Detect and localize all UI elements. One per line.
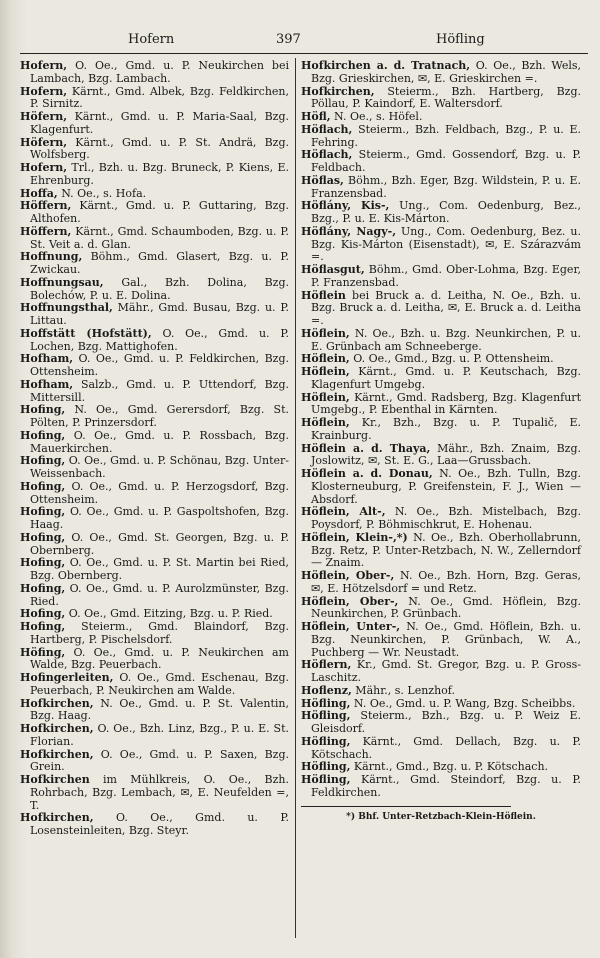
entry-text: O. Oe., Gmd. u. P. Rossbach, Bzg. Mauerkirchen. bbox=[30, 428, 289, 455]
gazetteer-entry bbox=[20, 532, 289, 558]
entry-headword: Hofkirchen, bbox=[20, 722, 94, 735]
column-divider bbox=[295, 58, 296, 938]
entry-text: O. Oe., Gmd. u. P. Neukirchen bei Lambach, Bzg. Lambach. bbox=[30, 59, 289, 85]
entry-text: Kr., Bzh., Bzg. u. P. Tupalič, E. Krainburg. bbox=[311, 416, 581, 442]
right-column bbox=[301, 60, 581, 823]
entry-text: Steierm., Bzh. Hartberg, Bzg. Pöllau, P. Kaindorf, E. Waltersdorf. bbox=[311, 84, 581, 111]
entry-headword: Höflasgut, bbox=[301, 263, 365, 276]
entry-text: N. Oe., Bzh. Tulln, Bzg. Klosterneuburg, P. Greifenstein, F. J., Wien — Absdorf. bbox=[311, 467, 581, 506]
entry-headword: Höfling, bbox=[301, 773, 351, 786]
gazetteer-entry bbox=[20, 404, 289, 430]
entry-headword: Hofing, bbox=[20, 505, 66, 519]
entry-headword: Hofham, bbox=[20, 377, 74, 391]
gazetteer-entry bbox=[20, 455, 289, 481]
entry-headword: Höflein, bbox=[301, 416, 350, 429]
entry-headword: Hofing, bbox=[20, 454, 66, 468]
entry-text: Steierm., Gmd. Gossendorf, Bzg. u. P. Feldbach. bbox=[311, 148, 581, 174]
entry-headword: Höfern, bbox=[20, 135, 68, 149]
gazetteer-entry bbox=[20, 111, 289, 137]
entry-text: Kr., Gmd. St. Gregor, Bzg. u. P. Gross-Laschitz. bbox=[311, 658, 581, 684]
entry-text: N. Oe., Bzh. Horn, Bzg. Geras, ✉, E. Hötzelsdorf = und Retz. bbox=[311, 569, 581, 595]
entry-text: N. Oe., Gmd. u. P. Wang, Bzg. Scheibbs. bbox=[350, 696, 576, 710]
entry-text: Gal., Bzh. Dolina, Bzg. Bolechów, P. u. E. Dolina. bbox=[30, 275, 289, 302]
entry-headword: Hofern, bbox=[20, 59, 68, 72]
gazetteer-entry bbox=[301, 392, 581, 418]
running-header bbox=[20, 30, 580, 50]
entry-text: Kärnt., Gmd. Radsberg, Bzg. Klagenfurt Umgebg., P. Ebenthal in Kärnten. bbox=[311, 390, 581, 417]
entry-text: Böhm., Gmd. Ober-Lohma, Bzg. Eger, P. Franzensbad. bbox=[311, 263, 581, 289]
entry-headword: Hofern, bbox=[20, 84, 68, 98]
entry-text: Mähr., s. Lenzhof. bbox=[351, 683, 455, 697]
entry-text: bei Bruck a. d. Leitha, N. Oe., Bzh. u. Bzg. Bruck a. d. Leitha, ✉, E. Bruck a. d. Leitha =. bbox=[311, 288, 581, 327]
entry-text: O. Oe., Gmd. u. P. St. Martin bei Ried, Bzg. Obernberg. bbox=[30, 556, 289, 582]
entry-headword: Hofern, bbox=[20, 161, 68, 174]
entry-headword: Hofkirchen, bbox=[20, 811, 94, 825]
entry-text: Kärnt., Gmd. Schaumboden, Bzg. u. P. St. Veit a. d. Glan. bbox=[30, 224, 289, 251]
entry-text: Kärnt., Gmd. u. P. Keutschach, Bzg. Klagenfurt Umgebg. bbox=[311, 365, 581, 391]
entry-headword: Hofham, bbox=[20, 352, 74, 366]
header-left-keyword: Hofern bbox=[128, 32, 175, 47]
gazetteer-entry bbox=[301, 60, 581, 86]
entry-headword: Hofkirchen, bbox=[301, 84, 375, 98]
entry-headword: Höflein, bbox=[301, 326, 350, 340]
gazetteer-entry bbox=[20, 647, 289, 673]
page-number: 397 bbox=[276, 32, 301, 47]
gazetteer-entry bbox=[301, 86, 581, 112]
entry-headword: Höflány, Kis-, bbox=[301, 199, 390, 213]
entry-headword: Höflány, Nagy-, bbox=[301, 224, 397, 238]
entry-text: O. Oe., Gmd. u. P. Feldkirchen, Bzg. Ottensheim. bbox=[30, 352, 289, 378]
header-right-keyword: Höfling bbox=[436, 32, 485, 47]
entry-headword: Hoffnung, bbox=[20, 250, 83, 264]
entry-headword: Hofing, bbox=[20, 607, 66, 621]
entry-text: Kärnt., Gmd. Albek, Bzg. Feldkirchen, P. Sirnitz. bbox=[30, 84, 289, 111]
entry-text: O. Oe., Gmd. u. P. Losensteinleiten, Bzg. Steyr. bbox=[30, 811, 289, 837]
entry-text: N. Oe., Gmd. u. P. St. Valentin, Bzg. Haag. bbox=[30, 696, 289, 723]
entry-text: O. Oe., Gmd. u. P. Herzogsdorf, Bzg. Ottensheim. bbox=[30, 479, 289, 506]
entry-text: Kärnt., Gmd. Dellach, Bzg. u. P. Kötschach. bbox=[311, 734, 581, 761]
entry-headword: Höflein, bbox=[301, 390, 350, 404]
gazetteer-entry bbox=[20, 481, 289, 507]
gazetteer-entry bbox=[301, 328, 581, 354]
entry-headword: Höflein bbox=[301, 288, 346, 302]
entry-text: Kärnt., Gmd. u. P. Maria-Saal, Bzg. Klagenfurt. bbox=[30, 110, 289, 136]
entry-text: O. Oe., Bzh. Wels, Bzg. Grieskirchen, ✉, E. Grieskirchen =. bbox=[311, 59, 581, 85]
gazetteer-entry bbox=[20, 200, 289, 226]
left-column bbox=[20, 60, 289, 838]
entry-text: Kärnt., Gmd., Bzg. u. P. Kötschach. bbox=[350, 760, 549, 774]
entry-text: Kärnt., Gmd. u. P. St. Andrä, Bzg. Wolfsberg. bbox=[30, 135, 289, 162]
gazetteer-entry bbox=[20, 430, 289, 456]
entry-headword: Höfern, bbox=[20, 110, 68, 123]
gazetteer-entry bbox=[20, 137, 289, 163]
entry-headword: Höfl, bbox=[301, 110, 331, 123]
entry-text: O. Oe., Gmd. St. Georgen, Bzg. u. P. Obernberg. bbox=[30, 530, 289, 557]
gazetteer-entry bbox=[20, 353, 289, 379]
entry-text: O. Oe., Bzh. Linz, Bzg., P. u. E. St. Florian. bbox=[30, 722, 289, 748]
gazetteer-entry bbox=[20, 379, 289, 405]
entry-headword: Höffern, bbox=[20, 224, 72, 238]
entry-text: O. Oe., Gmd. u. P. Schönau, Bzg. Unter-Weissenbach. bbox=[30, 454, 289, 480]
gazetteer-entry bbox=[20, 774, 289, 812]
entry-text: N. Oe., s. Hofa. bbox=[57, 186, 147, 200]
entry-text: N. Oe., Gmd. Gerersdorf, Bzg. St. Pölten, P. Prinzersdorf. bbox=[30, 403, 289, 429]
entry-headword: Hofingerleiten, bbox=[20, 671, 114, 684]
gazetteer-entry bbox=[301, 417, 581, 443]
gazetteer-entry bbox=[20, 60, 289, 86]
entry-headword: Höflein, Alt-, bbox=[301, 505, 386, 519]
entry-text: O. Oe., Gmd. u. P. Gaspoltshofen, Bzg. Haag. bbox=[30, 505, 289, 531]
gazetteer-entry bbox=[20, 557, 289, 583]
gazetteer-entry bbox=[20, 698, 289, 724]
gazetteer-entry bbox=[20, 621, 289, 647]
gazetteer-entry bbox=[20, 506, 289, 532]
entry-headword: Höflern, bbox=[301, 658, 352, 672]
entry-headword: Hofkirchen a. d. Tratnach, bbox=[301, 59, 471, 72]
footnote-rule bbox=[301, 806, 511, 807]
entry-headword: Hoffnungsau, bbox=[20, 275, 104, 289]
entry-headword: Hofing, bbox=[20, 428, 66, 442]
gazetteer-entry bbox=[20, 226, 289, 252]
entry-headword: Höfling, bbox=[301, 734, 351, 748]
entry-headword: Höflein a. d. Thaya, bbox=[301, 441, 431, 455]
entry-headword: Hoffstätt (Hofstätt), bbox=[20, 326, 152, 340]
entry-text: Steierm., Bzh., Bzg. u. P. Weiz E. Gleisdorf. bbox=[311, 709, 581, 735]
entry-text: Böhm., Bzh. Eger, Bzg. Wildstein, P. u. E. Franzensbad. bbox=[311, 173, 581, 200]
entry-headword: Hofing, bbox=[20, 581, 66, 595]
entry-headword: Höflein, bbox=[301, 352, 350, 366]
gazetteer-entry bbox=[20, 277, 289, 303]
gazetteer-entry bbox=[301, 175, 581, 201]
gazetteer-entry bbox=[301, 366, 581, 392]
entry-headword: Höfling, bbox=[301, 709, 351, 723]
entry-text: im Mühlkreis, O. Oe., Bzh. Rohrbach, Bzg. Lembach, ✉, E. Neufelden =, T. bbox=[30, 773, 289, 812]
entry-text: Kärnt., Gmd. u. P. Guttaring, Bzg. Althofen. bbox=[30, 199, 289, 225]
entry-text: N. Oe., s. Höfel. bbox=[330, 110, 423, 123]
gazetteer-entry bbox=[301, 468, 581, 506]
entry-text: N. Oe., Gmd. Höflein, Bzh. u. Bzg. Neunkirchen, P. Grünbach, W. A., Puchberg — Wr. Neustadt. bbox=[311, 620, 581, 659]
entry-headword: Hofing, bbox=[20, 479, 66, 493]
gazetteer-entry bbox=[20, 302, 289, 328]
gazetteer-entry bbox=[301, 200, 581, 226]
entry-headword: Höfling, bbox=[301, 696, 351, 710]
gazetteer-entry bbox=[301, 124, 581, 150]
entry-text: O. Oe., Gmd., Bzg. u. P. Ottensheim. bbox=[349, 352, 554, 366]
entry-text: O. Oe., Gmd. Eitzing, Bzg. u. P. Ried. bbox=[65, 607, 273, 621]
entry-text: N. Oe., Bzh. Oberhollabrunn, Bzg. Retz, P. Unter-Retzbach, N. W., Zellerndorf — Znaim. bbox=[311, 530, 581, 570]
entry-headword: Höflein, Ober-, bbox=[301, 569, 395, 582]
entry-headword: Hofing, bbox=[20, 620, 66, 633]
entry-headword: Hofkirchen, bbox=[20, 747, 94, 761]
gazetteer-entry bbox=[301, 290, 581, 328]
gazetteer-entry bbox=[301, 736, 581, 762]
entry-headword: Höflein a. d. Donau, bbox=[301, 467, 433, 480]
entry-headword: Hofkirchen bbox=[20, 773, 90, 786]
entry-headword: Höfling, bbox=[301, 760, 351, 774]
entry-text: Trl., Bzh. u. Bzg. Bruneck, P. Kiens, E. Ehrenburg. bbox=[30, 161, 289, 187]
gazetteer-entry bbox=[301, 443, 581, 469]
entry-text: N. Oe., Bzh. Mistelbach, Bzg. Poysdorf, P. Böhmischkrut, E. Hohenau. bbox=[311, 505, 581, 531]
gazetteer-entry bbox=[301, 596, 581, 622]
gazetteer-entry bbox=[301, 506, 581, 532]
entry-headword: Höflas, bbox=[301, 173, 344, 187]
entry-text: Mähr., Bzh. Znaim, Bzg. Joslowitz, ✉, St. E. G., Laa—Grussbach. bbox=[311, 441, 582, 468]
entry-headword: Höflach, bbox=[301, 122, 353, 136]
gazetteer-entry bbox=[301, 659, 581, 685]
entry-headword: Hofing, bbox=[20, 403, 66, 417]
entry-text: Salzb., Gmd. u. P. Uttendorf, Bzg. Mittersill. bbox=[30, 377, 289, 404]
entry-headword: Höflein, Ober-, bbox=[301, 594, 399, 608]
entry-headword: Hoffa, bbox=[20, 186, 58, 200]
entry-headword: Hoflenz, bbox=[301, 683, 352, 697]
entry-headword: Höflach, bbox=[301, 148, 353, 162]
entry-text: Mähr., Gmd. Busau, Bzg. u. P. Littau. bbox=[30, 301, 289, 327]
entry-text: N. Oe., Bzh. u. Bzg. Neunkirchen, P. u. E. Grünbach am Schneeberge. bbox=[311, 326, 581, 353]
entry-text: N. Oe., Gmd. Höflein, Bzg. Neunkirchen, P. Grünbach. bbox=[311, 594, 581, 621]
entry-headword: Höffern, bbox=[20, 199, 72, 213]
gazetteer-entry bbox=[20, 672, 289, 698]
entry-text: Steierm., Bzh. Feldbach, Bzg., P. u. E. Fehring. bbox=[311, 122, 581, 149]
gazetteer-entry bbox=[20, 251, 289, 277]
gazetteer-entry bbox=[20, 723, 289, 749]
gazetteer-entry bbox=[301, 149, 581, 175]
entry-text: Böhm., Gmd. Glasert, Bzg. u. P. Zwickau. bbox=[30, 250, 289, 276]
gazetteer-entry bbox=[301, 621, 581, 659]
gazetteer-entry bbox=[20, 328, 289, 354]
entry-text: O. Oe., Gmd. u. P. Aurolzmünster, Bzg. Ried. bbox=[30, 581, 289, 608]
entry-headword: Hoffnungsthal, bbox=[20, 301, 113, 315]
gazetteer-entry bbox=[301, 226, 581, 264]
entry-text: O. Oe., Gmd. Eschenau, Bzg. Peuerbach, P. Neukirchen am Walde. bbox=[30, 671, 289, 697]
gazetteer-entry bbox=[20, 86, 289, 112]
entry-text: O. Oe., Gmd. u. P. Neukirchen am Walde, Bzg. Peuerbach. bbox=[30, 645, 289, 672]
entry-text: Ung., Com. Oedenburg, Bez. u. Bzg. Kis-Márton (Eisenstadt), ✉, E. Szárazvám =. bbox=[311, 224, 581, 264]
gazetteer-entry bbox=[20, 162, 289, 188]
entry-text: O. Oe., Gmd. u. P. Saxen, Bzg. Grein. bbox=[30, 747, 289, 774]
entry-text: Kärnt., Gmd. Steindorf, Bzg. u. P. Feldkirchen. bbox=[311, 773, 581, 799]
footnote: *) Bhf. Unter-Retzbach-Klein-Höflein. bbox=[346, 811, 536, 822]
gazetteer-entry bbox=[301, 774, 581, 800]
entry-text: O. Oe., Gmd. u. P. Lochen, Bzg. Mattighofen. bbox=[30, 326, 289, 353]
entry-headword: Höflein, Klein-,*) bbox=[301, 530, 408, 544]
gazetteer-entry bbox=[301, 710, 581, 736]
entry-headword: Hofkirchen, bbox=[20, 696, 94, 710]
entry-headword: Höflein, bbox=[301, 365, 350, 378]
gazetteer-entry bbox=[20, 812, 289, 838]
gazetteer-entry bbox=[301, 264, 581, 290]
gazetteer-entry bbox=[301, 570, 581, 596]
gazetteer-entry bbox=[20, 583, 289, 609]
header-rule bbox=[20, 53, 588, 54]
entry-headword: Hofing, bbox=[20, 556, 66, 570]
entry-headword: Hofing, bbox=[20, 530, 66, 544]
entry-headword: Höflein, Unter-, bbox=[301, 620, 401, 633]
entry-headword: Höfing, bbox=[20, 645, 66, 659]
gazetteer-entry bbox=[20, 749, 289, 775]
entry-text: Ung., Com. Oedenburg, Bez., Bzg., P. u. E. Kis-Márton. bbox=[311, 199, 582, 225]
gazetteer-entry bbox=[301, 532, 581, 570]
entry-text: Steierm., Gmd. Blaindorf, Bzg. Hartberg, P. Pischelsdorf. bbox=[30, 620, 289, 646]
